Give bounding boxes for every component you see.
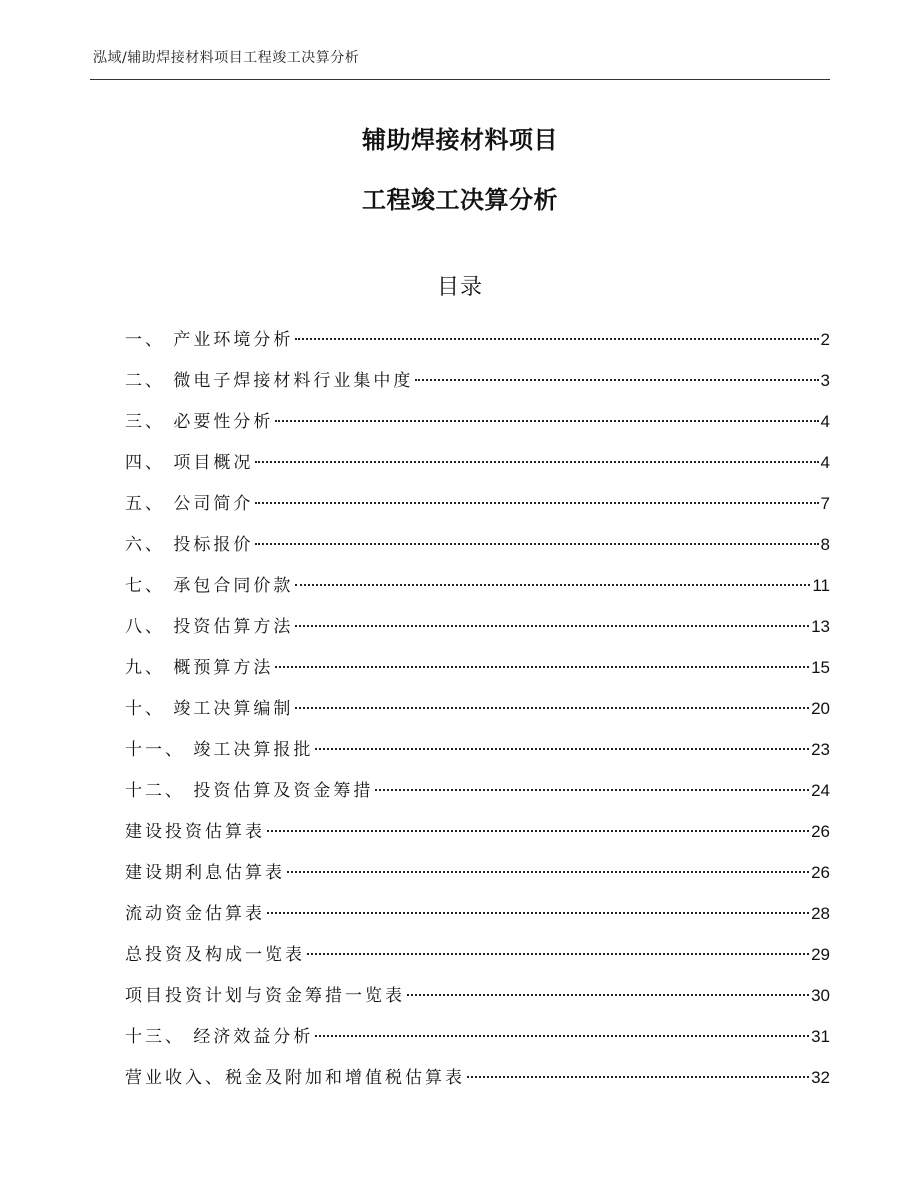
toc-entry-page: 15 [811, 658, 830, 677]
toc-entry[interactable] [125, 647, 830, 688]
toc-dot-leader [307, 953, 809, 955]
toc-heading: 目录 [436, 275, 483, 300]
toc-entry-page: 2 [820, 330, 830, 349]
toc-entry-label: 项目投资计划与资金筹措一览表 [125, 986, 405, 1006]
toc-entry-page: 23 [811, 740, 830, 759]
toc-dot-leader [295, 625, 809, 627]
toc-entry-label: 总投资及构成一览表 [125, 945, 305, 965]
toc-entry-label: 建设投资估算表 [125, 822, 265, 842]
toc-entry-page: 13 [811, 617, 830, 636]
toc-entry-page: 4 [820, 412, 830, 431]
table-of-contents [125, 319, 830, 1098]
toc-entry[interactable] [125, 688, 830, 729]
toc-entry-page: 24 [811, 781, 830, 800]
toc-entry[interactable] [125, 565, 830, 606]
toc-entry[interactable] [125, 934, 830, 975]
toc-entry-page: 4 [820, 453, 830, 472]
toc-dot-leader [267, 912, 809, 914]
toc-entry-page: 30 [811, 986, 830, 1005]
toc-dot-leader [315, 748, 809, 750]
toc-dot-leader [255, 461, 818, 463]
toc-entry-label: 营业收入、税金及附加和增值税估算表 [125, 1068, 465, 1088]
toc-entry-page: 11 [812, 576, 830, 595]
toc-entry[interactable] [125, 893, 830, 934]
toc-entry-page: 29 [811, 945, 830, 964]
toc-entry-label: 六、 投标报价 [125, 535, 254, 555]
toc-dot-leader [287, 871, 809, 873]
toc-entry-page: 7 [820, 494, 830, 513]
toc-dot-leader [275, 420, 818, 422]
toc-dot-leader [267, 830, 809, 832]
toc-entry-page: 3 [820, 371, 830, 390]
toc-entry[interactable] [125, 524, 830, 565]
toc-entry-label: 九、 概预算方法 [125, 658, 274, 678]
header-divider [90, 79, 830, 80]
toc-dot-leader [407, 994, 809, 996]
toc-entry-label: 一、 产业环境分析 [125, 330, 294, 350]
toc-dot-leader [295, 707, 809, 709]
toc-dot-leader [375, 789, 809, 791]
toc-dot-leader [295, 338, 818, 340]
toc-entry-label: 八、 投资估算方法 [125, 617, 294, 637]
document-title-line-1: 辅助焊接材料项目 [362, 126, 558, 154]
toc-entry-label: 十、 竣工决算编制 [125, 699, 294, 719]
toc-entry-label: 十一、 竣工决算报批 [125, 740, 314, 760]
toc-entry-page: 26 [811, 822, 830, 841]
toc-entry[interactable] [125, 606, 830, 647]
toc-dot-leader [415, 379, 818, 381]
toc-entry-label: 建设期利息估算表 [125, 863, 285, 883]
toc-entry-label: 流动资金估算表 [125, 904, 265, 924]
toc-entry-page: 31 [811, 1027, 830, 1046]
toc-entry-page: 20 [811, 699, 830, 718]
toc-entry[interactable] [125, 729, 830, 770]
toc-entry[interactable] [125, 1057, 830, 1098]
toc-entry-label: 五、 公司简介 [125, 494, 254, 514]
toc-dot-leader [255, 543, 818, 545]
toc-entry-label: 二、 微电子焊接材料行业集中度 [125, 371, 414, 391]
toc-dot-leader [315, 1035, 809, 1037]
toc-entry[interactable] [125, 975, 830, 1016]
toc-entry-label: 十三、 经济效益分析 [125, 1027, 314, 1047]
toc-entry[interactable] [125, 483, 830, 524]
toc-entry-label: 四、 项目概况 [125, 453, 254, 473]
toc-entry[interactable] [125, 319, 830, 360]
toc-entry[interactable] [125, 1016, 830, 1057]
toc-entry[interactable] [125, 770, 830, 811]
running-header: 泓域/辅助焊接材料项目工程竣工决算分析 [93, 50, 360, 66]
toc-dot-leader [275, 666, 809, 668]
toc-entry[interactable] [125, 852, 830, 893]
toc-dot-leader [255, 502, 818, 504]
toc-entry[interactable] [125, 442, 830, 483]
toc-entry[interactable] [125, 360, 830, 401]
toc-entry-page: 32 [811, 1068, 830, 1087]
toc-entry[interactable] [125, 811, 830, 852]
toc-entry-page: 28 [811, 904, 830, 923]
toc-entry-page: 8 [820, 535, 830, 554]
toc-entry-label: 七、 承包合同价款 [125, 576, 294, 596]
toc-entry-page: 26 [811, 863, 830, 882]
toc-dot-leader [467, 1076, 809, 1078]
document-title-line-2: 工程竣工决算分析 [362, 186, 558, 214]
toc-entry-label: 三、 必要性分析 [125, 412, 274, 432]
toc-entry[interactable] [125, 401, 830, 442]
toc-dot-leader [295, 584, 810, 586]
toc-entry-label: 十二、 投资估算及资金筹措 [125, 781, 374, 801]
